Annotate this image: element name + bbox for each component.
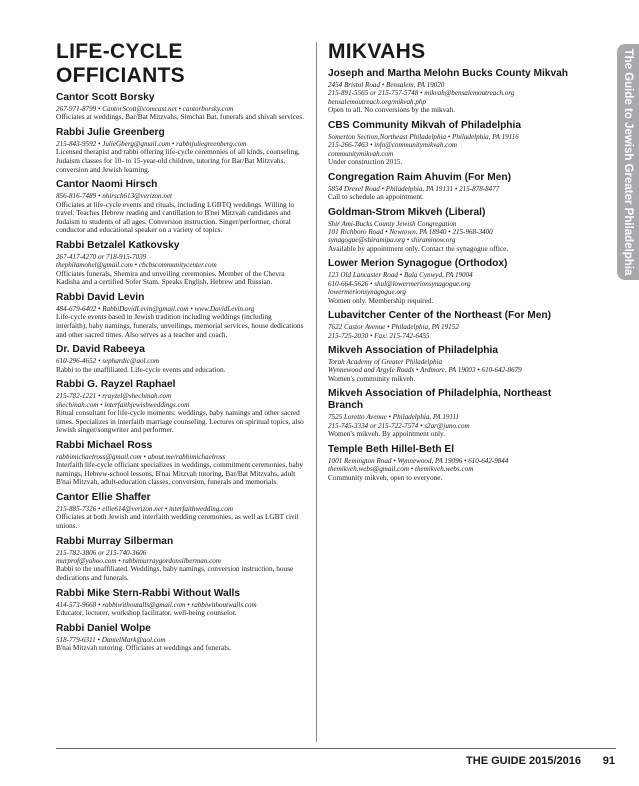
listing-contact-line: 856-816-7489 • nhirsch613@verizon.net — [56, 192, 172, 201]
listing-contact-line: 215-782-1221 • rrayzel@shechinah.com — [56, 392, 172, 401]
listing-description: Call to schedule an appointment. — [328, 192, 424, 202]
listing-name: Rabbi Betzalel Katkovsky — [56, 239, 180, 251]
listing-description: Ritual consultant for life-cycle moments: weddings, baby namings and other sacred times. Specializes in interfaith marriage counseling. Lectures on spiritual topics, also Jewish singer/songwriter and performer. — [56, 407, 304, 435]
listing-contact-line: 610-664-5626 • shul@lowermerionsynagogue.org — [328, 279, 471, 288]
listing-contact-line: shechinah.com • interfaithjewishweddings.com — [56, 400, 190, 409]
listing-description: Officiates at both Jewish and interfaith wedding ceremonies, as well as LGBT civil unions. — [56, 512, 299, 530]
listing-description: Available by appointment only. Contact the synagogue office. — [328, 243, 509, 253]
listing-description: Under construction 2015. — [328, 157, 403, 167]
listing-entry — [328, 68, 578, 115]
listing-contact-line: 215-745-3334 or 215-722-7574 • s2ar@juno.com — [328, 421, 470, 430]
listing-description: B'nai Mitzvah tutoring. Officiates at weddings and funerals. — [56, 642, 231, 652]
right-column — [328, 40, 578, 487]
section-title-life-cycle-officiants: LIFE-CYCLE OFFICIANTS — [56, 40, 185, 87]
listing-contact-line: lowermerionsynagogue.org — [328, 288, 406, 297]
listing-description: Women's community mikveh. — [328, 373, 416, 383]
listing-name: Rabbi Julie Greenberg — [56, 127, 165, 138]
listing-contact-line: 215-266-7463 • info@communitymikvah.com — [328, 141, 457, 150]
listing-entry — [56, 292, 304, 339]
listing-contact-line: murprof@yahoo.com • rabbimurraygordonsilberman.com — [56, 556, 221, 565]
listing-description: Rabbi to the unaffiliated. Weddings, baby namings, conversion instruction, house dedications and funerals. — [56, 564, 294, 582]
listing-contact-line: 215-891-5565 or 215-757-5748 • mikvah@bensalemoutreach.org — [328, 89, 515, 98]
listing-entry — [328, 444, 578, 482]
listing-description: Women's mikveh. By appointment only. — [328, 429, 445, 439]
listing-name: Rabbi G. Rayzel Raphael — [56, 379, 176, 391]
listing-entry — [56, 92, 304, 122]
listing-entry — [328, 120, 578, 167]
listing-description: Life-cycle events based in Jewish tradition including weddings (including interfaith), baby namings, funerals, unveilings, memorial services, house dedications and other sacred times. Also serves as a teacher and coach. — [56, 312, 304, 339]
listing-entry — [328, 388, 578, 438]
listing-entry — [56, 344, 304, 374]
listing-name: Temple Beth Hillel-Beth El — [328, 443, 455, 455]
listing-description: Educator, lecturer, workshop facilitator, well-being counselor. — [56, 607, 237, 617]
listing-entry — [56, 127, 304, 174]
mikvah-list — [328, 68, 578, 482]
listing-contact-line: 7525 Loretto Avenue • Philadelphia, PA 19111 — [328, 413, 460, 422]
listing-contact-line: 215-782-3806 or 215-740-3606 — [56, 548, 147, 557]
listing-contact-line: Shir Ami-Bucks County Jewish Congregation — [328, 219, 457, 228]
listing-entry — [56, 536, 304, 583]
listing-name: Rabbi Murray Silberman — [56, 535, 174, 547]
listing-entry — [328, 207, 578, 254]
listing-contact-line: bensalemoutreach.org/mikvah.php — [328, 97, 426, 106]
listing-description: Officiates funerals, Shemira and unveiling ceremonies. Member of the Chevra Kadisha and a certified Sofer Stam. Speaks English, Hebrew and Russian. — [56, 268, 285, 287]
listing-name: Rabbi Michael Ross — [56, 439, 153, 451]
listing-contact-line: 518-779-6311 • DanielMark@aol.com — [56, 635, 166, 644]
listing-name: Mikveh Association of Philadelphia, Northeast Branch — [328, 388, 552, 412]
listing-contact-line: Wynnewood and Argyle Roads • Ardmore, PA 19003 • 610-642-8679 — [328, 366, 522, 375]
listing-entry — [56, 440, 304, 487]
side-tab — [617, 44, 639, 280]
listing-contact-line: 215-885-7326 • ellie614@verizon.net • interfaithwedding.com — [56, 504, 233, 513]
listing-name: Goldman-Strom Mikveh (Liberal) — [328, 206, 486, 218]
listing-name: Congregation Raim Ahuvim (For Men) — [328, 171, 511, 183]
page-number: 91 — [602, 755, 615, 767]
left-column — [56, 40, 304, 658]
listing-description: Open to all. No conversions by the mikvah. — [328, 105, 456, 115]
listing-entry — [56, 379, 304, 435]
listing-contact-line: themikveh.webs@gmail.com • themikveh.webs.com — [328, 465, 474, 474]
listing-contact-line: synagogue@shiramipa.org • shiraminow.org — [328, 236, 456, 245]
listing-contact-line: 7622 Castor Avenue • Philadelphia, PA 19152 — [328, 323, 459, 332]
side-tab-label: The Guide to Jewish Greater Philadelphia — [622, 48, 634, 276]
listing-contact-line: 610-296-4652 • sephardic@aol.com — [56, 357, 160, 366]
listing-entry — [56, 588, 304, 618]
listing-contact-line: 123 Old Lancaster Road • Bala Cynwyd, PA 19004 — [328, 271, 473, 280]
listing-contact-line: 414-573-9668 • rabbiwithoutalls@gmail.com • rabbiwithoutwalls.com — [56, 600, 257, 609]
listing-contact-line: thephilamohel@gmail.com • cbcbscommunitycenter.com — [56, 261, 217, 270]
listing-contact-line: 267-971-8799 • CantorScott@comcast.net • cantorborsky.com — [56, 105, 234, 113]
listing-contact-line: 2454 Bristol Road • Bensalem, PA 19020 — [328, 81, 445, 89]
listing-contact-line: 5854 Drexel Road • Philadelphia, PA 19131 • 215-878-8477 — [328, 184, 500, 193]
listing-contact-line: 267-417-4270 or 718-915-7039 — [56, 252, 147, 261]
listing-name: Cantor Scott Borsky — [56, 92, 155, 103]
listing-contact-line: Somerton Section,Northeast Philadelphia • Philadelphia, PA 19116 — [328, 132, 519, 141]
listing-entry — [328, 310, 578, 340]
listing-entry — [56, 240, 304, 287]
officiant-list — [56, 92, 304, 653]
listing-contact-line: rabbimichaelross@gmail.com • about.me/rabbimichaelross — [56, 452, 226, 461]
listing-name: Rabbi Mike Stern-Rabbi Without Walls — [56, 587, 241, 599]
listing-name: Mikveh Association of Philadelphia — [328, 345, 499, 357]
listing-name: Cantor Naomi Hirsch — [56, 179, 158, 191]
listing-name: Cantor Ellie Shaffer — [56, 491, 151, 503]
listing-entry — [328, 172, 578, 202]
listing-entry — [56, 179, 304, 235]
listing-name: Dr. David Rabeeya — [56, 344, 145, 356]
listing-description: Community mikveh, open to everyone. — [328, 472, 443, 482]
listing-description: Licensed therapist and rabbi offering life-cycle ceremonies of all kinds, counseling, Judaism classes for 10- to 15-year-old children, tutoring for Bar/Bat Mitzvahs, conversion and Jewish learning. — [56, 147, 300, 174]
listing-description: Women only. Membership required. — [328, 295, 434, 305]
listing-name: CBS Community Mikvah of Philadelphia — [328, 119, 522, 131]
listing-contact-line: 1001 Remington Road • Wynnewood, PA 19096 • 610-642-9844 — [328, 456, 509, 465]
footer-rule — [56, 748, 616, 749]
listing-name: Joseph and Martha Melohn Bucks County Mikvah — [328, 68, 569, 79]
listing-contact-line: 484-679-6402 • RabbiDavidLevin@gmail.com • www.DavidLevin.org — [56, 304, 255, 313]
listing-description: Officiates at life-cycle events and rituals, including LGBTQ weddings. Willing to travel. Teaches Hebrew reading and cantillation to B'nei Mitzvah candidates and Judaism to students of all ages. Conversion instruction. Singer/performer, choral conductor and educational speaker on a variety of topics. — [56, 199, 295, 235]
listing-name: Rabbi Daniel Wolpe — [56, 622, 151, 634]
listing-entry — [328, 258, 578, 305]
listing-contact-line: 101 Richboro Road • Newtown, PA 18940 • 215-968-3400 — [328, 228, 493, 237]
listing-description: Rabbi to the unaffiliated. Life-cycle events and education. — [56, 364, 226, 374]
listing-contact-line: communitymikvah.com — [328, 149, 394, 158]
column-divider — [316, 42, 317, 742]
listing-name: Lubavitcher Center of the Northeast (For Men) — [328, 310, 552, 322]
listing-entry — [56, 492, 304, 531]
listing-description: Interfaith life-cycle officiant specializes in weddings, commitment ceremonies, baby namings, Hebrew-school lessons, B'nai Mitzvah tutoring, Bar/Bat Mitzvahs, adult B'nai Mitzvah, adult-education classes, conversion, funerals and memorials. — [56, 460, 304, 487]
listing-entry — [56, 623, 304, 653]
listing-description: Officiates at weddings, Bar/Bat Mitzvahs, Simchat Bat, funerals and shivah services. — [56, 112, 304, 122]
listing-name: Lower Merion Synagogue (Orthodox) — [328, 258, 508, 270]
section-title-mikvahs: MIKVAHS — [328, 40, 426, 63]
listing-contact-line: Torah Academy of Greater Philadelphia — [328, 358, 443, 367]
footer-title: THE GUIDE 2015/2016 — [466, 755, 581, 767]
listing-contact-line: 215-843-9592 • JulieGberg@gmail.com • rabbijuliegreenberg.com — [56, 140, 247, 148]
listing-name: Rabbi David Levin — [56, 291, 145, 303]
listing-entry — [328, 345, 578, 383]
listing-contact-line: 215-725-2030 • Fax: 215-742-6455 — [328, 331, 430, 340]
